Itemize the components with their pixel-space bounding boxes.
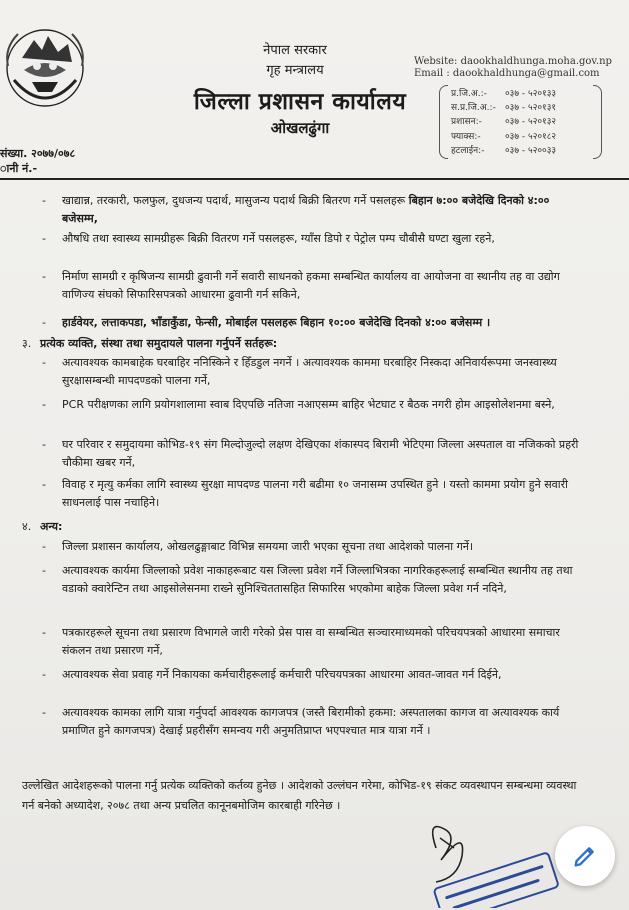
item-text: जिल्ला प्रशासन कार्यालय, ओखलढुङ्गाबाट विभिन्न समयमा जारी भएका सूचना तथा आदेशको पालना गर्ने। [62,540,474,553]
item-text: घर परिवार र समुदायमा कोभिड-१९ संग मिल्दोजुल्दो लक्षण देखिएका शंकास्पद बिरामी भेटिएमा जिल्ला अस्पताल वा नजिकको प्रहरी चौकीमा खबर गर्ने, [62,438,579,470]
right-brace [593,85,602,159]
bullet-dash: - [42,194,46,207]
bullet-dash: - [42,398,46,411]
phone-value: ०३७ - ५२००३३ [505,145,557,156]
phone-value: ०३७ - ५२०१३१ [505,103,557,114]
phone-label: फ्याक्स:- [451,131,481,142]
list-item [42,704,582,740]
header-government: नेपाल सरकार [263,43,327,58]
header-place: ओखलढुंगा [270,119,330,137]
item-text: निर्माण सामग्री र कृषिजन्य सामग्री ढुवानी गर्ने सवारी साधनको हकमा सम्बन्धित कार्यालय वा आयोजना वा स्थानीय तह वा उद्योग वाणिज्य संघको सिफारिसपत्रको आधारमा ढुवानी गर्न सकिने, [62,270,560,302]
nepal-emblem-logo [2,18,88,114]
phone-row [443,130,598,144]
list-item [42,436,582,472]
list-item [42,476,582,512]
edit-fab-button[interactable] [555,826,615,886]
bullet-dash: - [42,706,46,719]
email-text: Email : daookhaldhunga@gmail.com [414,68,600,79]
item-bold-text: हार्डवेयर, लत्ताकपडा, भाँडाकुँडा, फेन्सी, मोबाईल पसलहरू बिहान १०:०० बजेदेखि दिनको ४:०० बजेसम्म । [62,316,491,329]
list-item [42,354,582,390]
phone-row [443,101,598,115]
reference-number: संख्या. २०७७/०७८ [0,147,76,160]
list-item [42,538,582,556]
list-item [42,314,582,332]
item-text: अत्यावश्यक सेवा प्रवाह गर्ने निकायका कर्मचारीहरूलाई कर्मचारी परिचयपत्रका आधारमा आवत-जावत गर्न दिईने, [62,668,502,681]
item-text: अत्यावश्यक कार्यमा जिल्लाको प्रवेश नाकाहरूबाट यस जिल्ला प्रवेश गर्ने जिल्लाभित्रका नागरिकहरूलाई सम्बन्धित स्थानीय तह तथा वडाको क्वारेन्टिन तथा आइसोलेसनमा राख्ने सुनिश्चिततासहित सिफारिस भएकोमा बाहेक जिल्ला प्रवेश गर्न नदिने, [62,564,573,596]
phone-label: हटलाईन:- [451,145,485,156]
phone-row [443,87,598,101]
section-number: ४. [22,520,32,533]
bullet-dash: - [42,232,46,245]
phone-list [443,87,598,159]
item-text: PCR परीक्षणका लागि प्रयोगशालामा स्वाब दिएपछि नतिजा नआएसम्म बाहिर भेटघाट र बैठक नगरी होम आइसोलेशनमा बस्ने, [62,398,555,411]
item-text: खाद्यान्न, तरकारी, फलफुल, दुधजन्य पदार्थ, मासुजन्य पदार्थ बिक्री बितरण गर्ने पसलहरू [62,194,406,207]
section-3-heading [22,335,277,353]
list-item [42,562,582,598]
section-4-heading [22,518,62,536]
bullet-dash: - [42,356,46,369]
item-text: विवाह र मृत्यु कर्मका लागि स्वास्थ्य सुरक्षा मापदण्ड पालना गरी बढीमा १० जनासम्म उपस्थित हुने । यस्तो काममा प्रयोग हुने सवारी साधनलाई पास नचाहिने। [62,478,568,510]
header-ministry: गृह मन्त्रालय [266,63,324,78]
list-item [42,268,582,304]
item-text: पत्रकारहरूले सूचना तथा प्रसारण विभागले जारी गरेको प्रेस पास वा सम्बन्धित सञ्चारमाध्यमको परिचयपत्रको आधारमा समाचार संकलन तथा प्रसारण गर्ने, [62,626,560,658]
left-brace [439,85,448,159]
section-title: प्रत्येक व्यक्ति, संस्था तथा समुदायले पालना गर्नुपर्ने सर्तहरू: [40,337,278,350]
bullet-dash: - [42,478,46,491]
header-divider [0,178,629,180]
list-item [42,624,582,660]
chalani-number: ानी नं.- [0,162,38,175]
list-item [42,230,582,248]
list-item [42,192,582,228]
section-number: ३. [22,337,32,350]
phone-row [443,115,598,129]
item-text: औषधि तथा स्वास्थ्य सामग्रीहरू बिक्री वितरण गर्ने पसलहरू, ग्याँस डिपो र पेट्रोल पम्प चौबीसै घण्टा खुला रहने, [62,232,495,245]
item-text: अत्यावश्यक कामबाहेक घरबाहिर ननिस्किने र हिँडडुल नगर्ने । अत्यावश्यक काममा घरबाहिर निस्कदा अनिवार्यरूपमा जनस्वास्थ्य सुरक्षासम्बन्धी मापदण्डको पालना गर्ने, [62,356,557,388]
phone-value: ०३७ - ५२०१३२ [505,117,557,128]
bullet-dash: - [42,540,46,553]
phone-row [443,144,598,158]
section-title: अन्य: [40,520,63,533]
phone-label: स.प्र.जि.अ.:- [451,103,496,114]
closing-paragraph: उल्लेखित आदेशहरूको पालना गर्नु प्रत्येक व्यक्तिको कर्तव्य हुनेछ । आदेशको उल्लंघन गरेमा, कोभिड-१९ संकट व्यवस्थापन सम्बन्धमा व्यवस्था गर्न बनेको अध्यादेश, २०७८ तथा अन्य प्रचलित कानूनबमोजिम कारबाही गरिनेछ । [22,779,577,812]
item-bold-text: बिहान ७:०० बजेदेखि दिनको ४:०० बजेसम्म, [62,194,550,226]
bullet-dash: - [42,270,46,283]
list-item [42,396,582,414]
item-text: अत्यावश्यक कामका लागि यात्रा गर्नुपर्दा आवश्यक कागजपत्र (जस्तै बिरामीको हकमा: अस्पतालका कागज वा अत्यावश्यक कार्य प्रमाणित हुने कागजपत्र) देखाई प्रहरीसँग समन्वय गरी अनुमतिप्राप्त भएपश्चात मात्र यात्रा गर्ने । [62,706,560,738]
header-office-title: जिल्ला प्रशासन कार्यालय [193,89,407,115]
list-item [42,666,582,684]
phone-value: ०३७ - ५२०१८२ [505,131,557,142]
phone-label: प्र.जि.अ.:- [451,89,487,99]
bullet-dash: - [42,564,46,577]
phone-value: ०३७ - ५२०१३३ [505,89,557,99]
pencil-icon [571,842,599,870]
bullet-dash: - [42,626,46,639]
bullet-dash: - [42,438,46,451]
bullet-dash: - [42,668,46,681]
website-text: Website: daookhaldhunga.moha.gov.np [414,56,612,67]
bullet-dash: - [42,316,46,329]
phone-label: प्रशासन:- [451,117,482,128]
